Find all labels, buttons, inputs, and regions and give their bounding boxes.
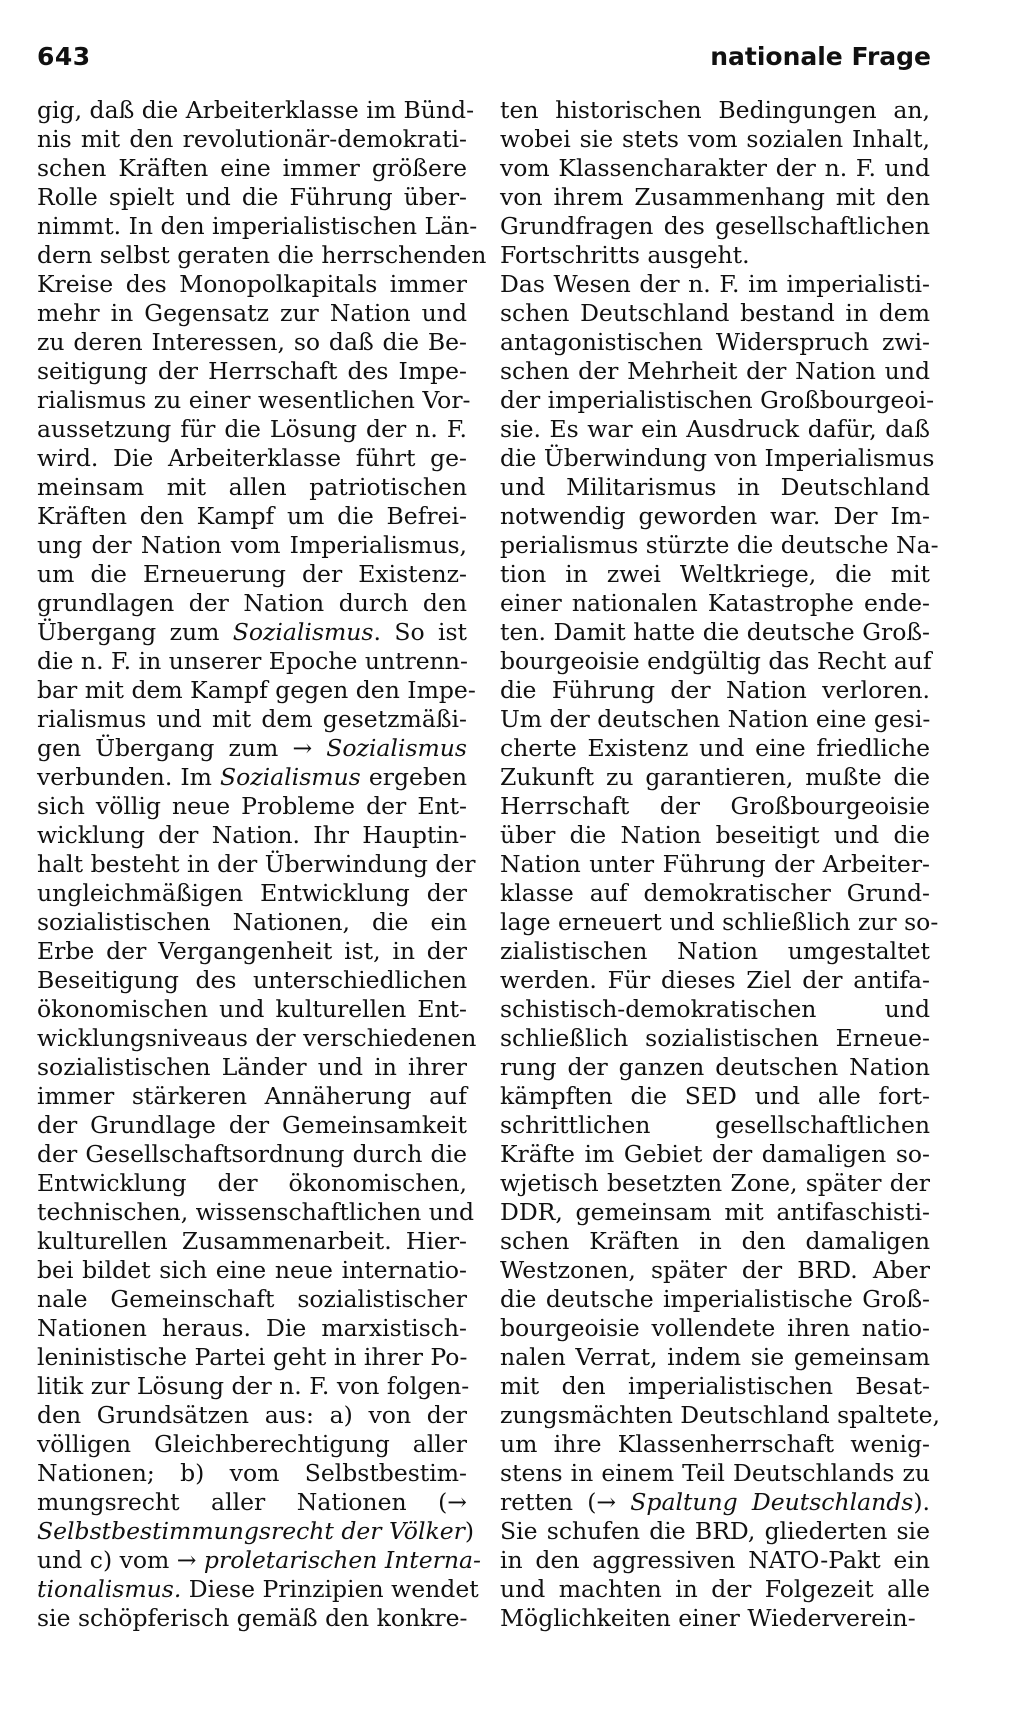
- text-line: schließlich sozialistischen Erneue-: [500, 1024, 930, 1052]
- text-line: Rolle spielt und die Führung über-: [37, 183, 467, 211]
- text-line: wicklung der Nation. Ihr Hauptin-: [37, 821, 467, 849]
- text-line: sozialistischen Nationen, die ein: [37, 908, 467, 936]
- text-line: der Grundlage der Gemeinsamkeit: [37, 1111, 467, 1139]
- text-line: zu deren Interessen, so daß die Be-: [37, 328, 467, 356]
- text-line: lage erneuert und schließlich zur so-: [500, 908, 939, 936]
- text-line: halt besteht in der Überwindung der: [37, 850, 476, 878]
- text-line: retten (→ Spaltung Deutschlands).: [500, 1488, 930, 1516]
- text-line: Grundfragen des gesellschaftlichen: [500, 212, 930, 240]
- text-line: Nation unter Führung der Arbeiter-: [500, 850, 930, 878]
- text-line: die deutsche imperialistische Groß-: [500, 1285, 930, 1313]
- text-line: bourgeoisie vollendete ihren natio-: [500, 1314, 930, 1342]
- right-column: [500, 96, 940, 1633]
- text-line: und c) vom → proletarischen Interna-: [37, 1546, 481, 1574]
- text-line: Kräfte im Gebiet der damaligen so-: [500, 1140, 930, 1168]
- text-line: wicklungsniveaus der verschiedenen: [37, 1024, 477, 1052]
- left-column: [37, 96, 487, 1633]
- text-line: Westzonen, später der BRD. Aber: [500, 1256, 930, 1284]
- text-line: ökonomischen und kulturellen Ent-: [37, 995, 467, 1023]
- text-line: verbunden. Im Sozialismus ergeben: [37, 763, 468, 791]
- text-line: tion in zwei Weltkriege, die mit: [500, 560, 930, 588]
- text-line: aussetzung für die Lösung der n. F.: [37, 415, 467, 443]
- text-line: und Militarismus in Deutschland: [500, 473, 930, 501]
- text-line: ten. Damit hatte die deutsche Groß-: [500, 618, 930, 646]
- text-line: Herrschaft der Großbourgeoisie: [500, 792, 930, 820]
- text-line: kämpften die SED und alle fort-: [500, 1082, 930, 1110]
- text-line: schen Deutschland bestand in dem: [500, 299, 930, 327]
- text-line: der Gesellschaftsordnung durch die: [37, 1140, 467, 1168]
- text-line: die Überwindung von Imperialismus: [500, 444, 935, 472]
- text-line: gig, daß die Arbeiterklasse im Bünd-: [37, 96, 475, 124]
- text-line: völligen Gleichberechtigung aller: [37, 1430, 467, 1458]
- text-line: um ihre Klassenherrschaft wenig-: [500, 1430, 930, 1458]
- text-line: Erbe der Vergangenheit ist, in der: [37, 937, 467, 965]
- text-line: cherte Existenz und eine friedliche: [500, 734, 930, 762]
- text-line: stens in einem Teil Deutschlands zu: [500, 1459, 930, 1487]
- text-line: über die Nation beseitigt und die: [500, 821, 930, 849]
- text-line: werden. Für dieses Ziel der antifa-: [500, 966, 930, 994]
- text-line: mehr in Gegensatz zur Nation und: [37, 299, 467, 327]
- text-line: nale Gemeinschaft sozialistischer: [37, 1285, 467, 1313]
- text-line: Nationen; b) vom Selbstbestim-: [37, 1459, 467, 1487]
- text-line: Möglichkeiten einer Wiederverein-: [500, 1604, 916, 1632]
- text-line: leninistische Partei geht in ihrer Po-: [37, 1343, 468, 1371]
- text-line: bar mit dem Kampf gegen den Impe-: [37, 676, 476, 704]
- text-line: Kräften den Kampf um die Befrei-: [37, 502, 467, 530]
- text-line: sie. Es war ein Ausdruck dafür, daß: [500, 415, 930, 443]
- text-line: bei bildet sich eine neue internatio-: [37, 1256, 467, 1284]
- text-line: Beseitigung des unterschiedlichen: [37, 966, 467, 994]
- text-line: Fortschritts ausgeht.: [500, 241, 750, 269]
- text-line: dern selbst geraten die herrschenden: [37, 241, 487, 269]
- text-line: Kreise des Monopolkapitals immer: [37, 270, 467, 298]
- text-line: nis mit den revolutionär-demokrati-: [37, 125, 467, 153]
- text-line: Selbstbestimmungsrecht der Völker): [37, 1517, 475, 1545]
- text-line: Entwicklung der ökonomischen,: [37, 1169, 467, 1197]
- text-line: bourgeoisie endgültig das Recht auf: [500, 647, 932, 675]
- text-line: kulturellen Zusammenarbeit. Hier-: [37, 1227, 467, 1255]
- text-line: in den aggressiven NATO-Pakt ein: [500, 1546, 930, 1574]
- text-line: DDR, gemeinsam mit antifaschisti-: [500, 1198, 930, 1226]
- text-line: zialistischen Nation umgestaltet: [500, 937, 930, 965]
- text-line: technischen, wissenschaftlichen und: [37, 1198, 475, 1226]
- text-line: rung der ganzen deutschen Nation: [500, 1053, 930, 1081]
- text-line: nimmt. In den imperialistischen Län-: [37, 212, 478, 240]
- text-line: antagonistischen Widerspruch zwi-: [500, 328, 930, 356]
- text-line: immer stärkeren Annäherung auf: [37, 1082, 467, 1110]
- text-line: klasse auf demokratischer Grund-: [500, 879, 930, 907]
- text-line: den Grundsätzen aus: a) von der: [37, 1401, 467, 1429]
- text-line: ten historischen Bedingungen an,: [500, 96, 930, 124]
- page-number: 643: [37, 42, 91, 71]
- text-line: zungsmächten Deutschland spaltete,: [500, 1401, 940, 1429]
- text-line: litik zur Lösung der n. F. von folgen-: [37, 1372, 470, 1400]
- text-line: rialismus und mit dem gesetzmäßi-: [37, 705, 467, 733]
- text-line: die n. F. in unserer Epoche untrenn-: [37, 647, 468, 675]
- text-line: Sie schufen die BRD, gliederten sie: [500, 1517, 930, 1545]
- text-line: nalen Verrat, indem sie gemeinsam: [500, 1343, 930, 1371]
- text-line: und machten in der Folgezeit alle: [500, 1575, 930, 1603]
- text-line: um die Erneuerung der Existenz-: [37, 560, 467, 588]
- text-line: seitigung der Herrschaft des Impe-: [37, 357, 467, 385]
- text-line: rialismus zu einer wesentlichen Vor-: [37, 386, 471, 414]
- text-line: schistisch-demokratischen und: [500, 995, 930, 1023]
- text-line: Übergang zum Sozialismus. So ist: [37, 618, 467, 646]
- text-line: gen Übergang zum → Sozialismus: [37, 734, 467, 762]
- text-line: der imperialistischen Großbourgeoi-: [500, 386, 935, 414]
- text-line: schen Kräften in den damaligen: [500, 1227, 930, 1255]
- text-line: einer nationalen Katastrophe ende-: [500, 589, 930, 617]
- text-line: Zukunft zu garantieren, mußte die: [500, 763, 930, 791]
- text-line: schen Kräften eine immer größere: [37, 154, 467, 182]
- text-line: sich völlig neue Probleme der Ent-: [37, 792, 467, 820]
- text-line: mungsrecht aller Nationen (→: [37, 1488, 467, 1516]
- text-line: schrittlichen gesellschaftlichen: [500, 1111, 930, 1139]
- text-line: wird. Die Arbeiterklasse führt ge-: [37, 444, 467, 472]
- text-line: mit den imperialistischen Besat-: [500, 1372, 930, 1400]
- text-line: wobei sie stets vom sozialen Inhalt,: [500, 125, 930, 153]
- text-line: vom Klassencharakter der n. F. und: [500, 154, 930, 182]
- text-line: perialismus stürzte die deutsche Na-: [500, 531, 939, 559]
- text-line: wjetisch besetzten Zone, später der: [500, 1169, 930, 1197]
- text-line: schen der Mehrheit der Nation und: [500, 357, 930, 385]
- text-line: Um der deutschen Nation eine gesi-: [500, 705, 931, 733]
- text-line: tionalismus. Diese Prinzipien wendet: [37, 1575, 479, 1603]
- text-line: grundlagen der Nation durch den: [37, 589, 467, 617]
- text-line: ung der Nation vom Imperialismus,: [37, 531, 467, 559]
- running-head: nationale Frage: [710, 42, 931, 71]
- text-line: notwendig geworden war. Der Im-: [500, 502, 930, 530]
- text-line: von ihrem Zusammenhang mit den: [500, 183, 930, 211]
- text-line: Nationen heraus. Die marxistisch-: [37, 1314, 467, 1342]
- text-line: sozialistischen Länder und in ihrer: [37, 1053, 467, 1081]
- text-line: meinsam mit allen patriotischen: [37, 473, 467, 501]
- text-line: Das Wesen der n. F. im imperialisti-: [500, 270, 930, 298]
- text-line: die Führung der Nation verloren.: [500, 676, 930, 704]
- text-line: sie schöpferisch gemäß den konkre-: [37, 1604, 468, 1632]
- text-line: ungleichmäßigen Entwicklung der: [37, 879, 467, 907]
